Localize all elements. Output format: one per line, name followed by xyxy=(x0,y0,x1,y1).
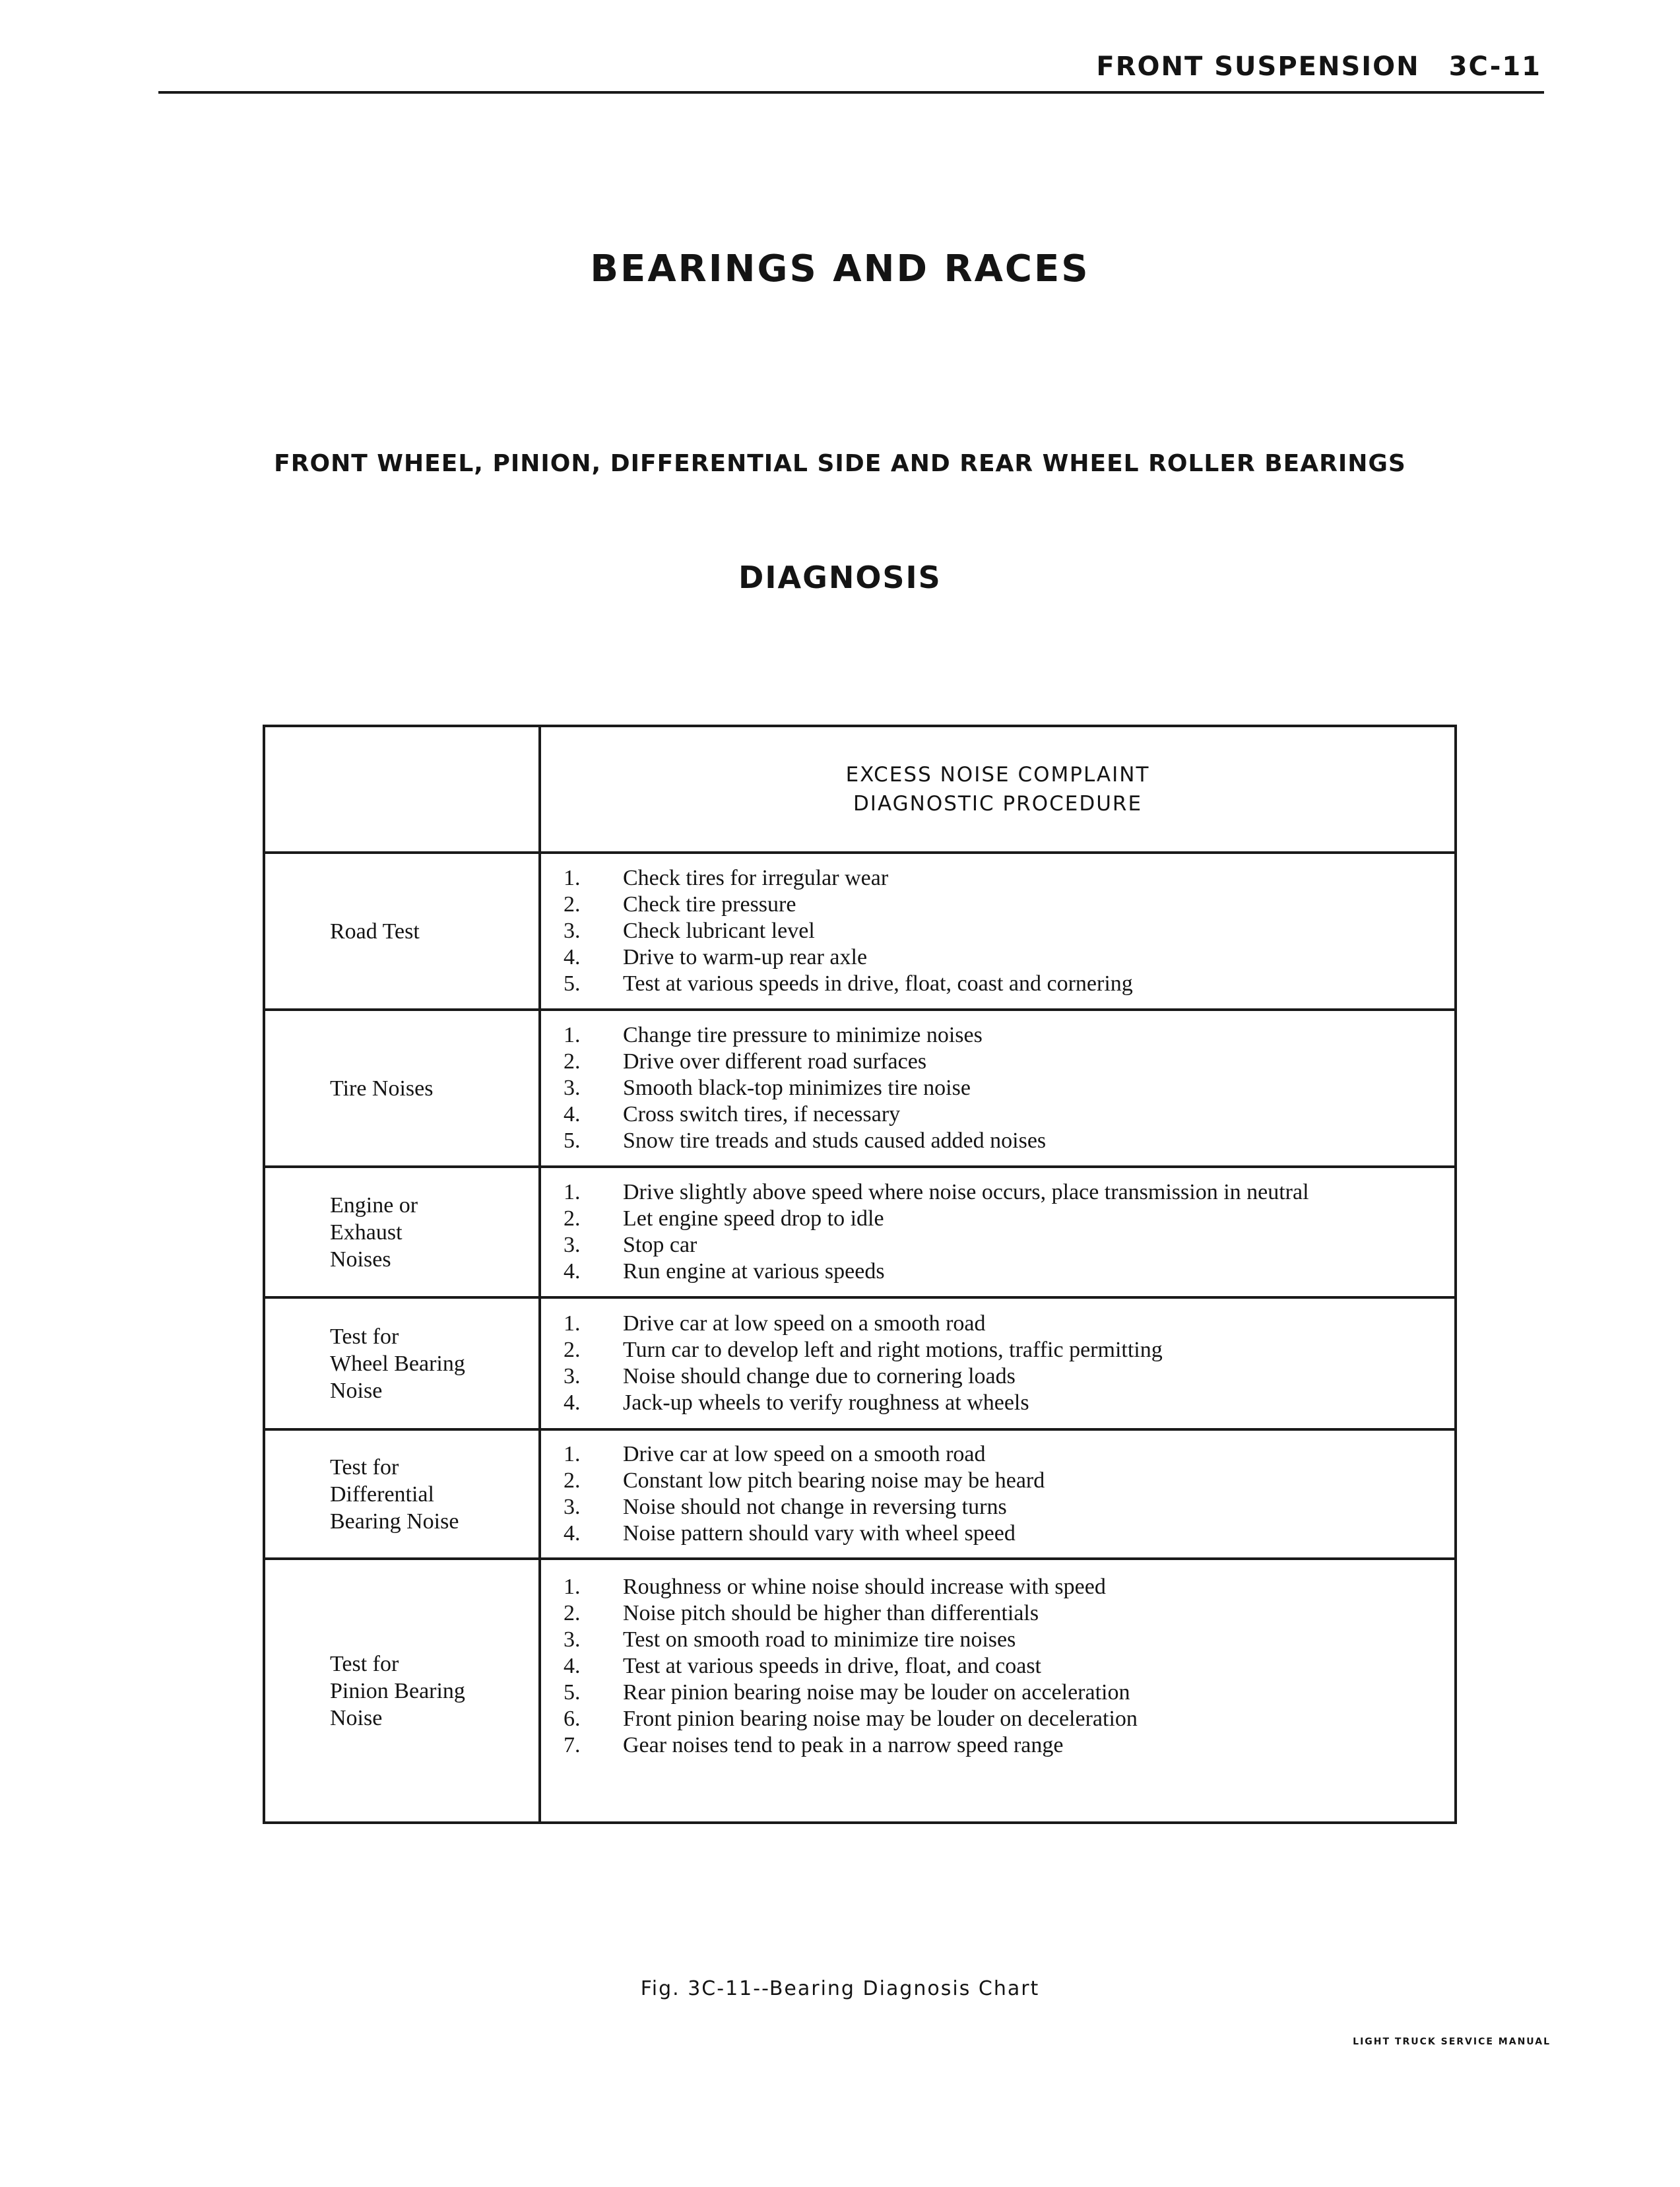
step-item xyxy=(564,1680,1454,1706)
step-item xyxy=(564,1337,1454,1363)
row-label-line: Exhaust xyxy=(330,1220,403,1245)
step-number: 3. xyxy=(564,1495,581,1519)
section-title: FRONT SUSPENSION xyxy=(1096,51,1420,82)
step-text: Drive to warm-up rear axle xyxy=(623,945,868,969)
table-row xyxy=(264,1297,1456,1429)
step-number: 5. xyxy=(564,971,581,996)
step-item xyxy=(564,944,1454,971)
table-row xyxy=(264,1167,1456,1297)
step-item xyxy=(564,1206,1454,1232)
step-number: 5. xyxy=(564,1128,581,1153)
step-number: 3. xyxy=(564,1076,581,1100)
row-label-line: Pinion Bearing xyxy=(330,1678,465,1703)
step-item xyxy=(564,1049,1454,1075)
step-text: Drive car at low speed on a smooth road xyxy=(623,1442,986,1466)
step-item xyxy=(564,892,1454,918)
step-item xyxy=(564,1311,1454,1337)
step-number: 1. xyxy=(564,866,581,890)
step-number: 3. xyxy=(564,1233,581,1257)
row-label-line: Test for xyxy=(330,1651,399,1676)
step-item xyxy=(564,1232,1454,1258)
page-number: 3C-11 xyxy=(1448,51,1541,82)
diagnosis-table xyxy=(263,725,1457,1824)
step-number: 2. xyxy=(564,892,581,917)
step-item xyxy=(564,1128,1454,1154)
row-label-line: Road Test xyxy=(330,919,420,944)
step-text: Test at various speeds in drive, float, coast and cornering xyxy=(623,971,1133,996)
row-steps xyxy=(540,1297,1456,1429)
row-label xyxy=(264,1429,540,1559)
step-item xyxy=(564,1653,1454,1680)
table-row xyxy=(264,1010,1456,1167)
page-title: BEARINGS AND RACES xyxy=(590,247,1090,290)
step-number: 1. xyxy=(564,1180,581,1204)
header-text xyxy=(1096,51,1541,82)
table-header-cell xyxy=(540,726,1456,853)
step-number: 1. xyxy=(564,1442,581,1466)
row-steps xyxy=(540,1010,1456,1167)
step-number: 4. xyxy=(564,1390,581,1415)
step-number: 4. xyxy=(564,1259,581,1284)
step-item xyxy=(564,1022,1454,1049)
row-label-line: Noises xyxy=(330,1247,391,1272)
row-label-line: Wheel Bearing xyxy=(330,1351,465,1376)
step-number: 4. xyxy=(564,1102,581,1126)
table-header-line: EXCESS NOISE COMPLAINT xyxy=(845,763,1150,787)
step-item xyxy=(564,1179,1454,1206)
page-subtitle: FRONT WHEEL, PINION, DIFFERENTIAL SIDE AND REAR WHEEL ROLLER BEARINGS xyxy=(274,450,1406,477)
step-text: Drive over different road surfaces xyxy=(623,1049,927,1074)
step-item xyxy=(564,1600,1454,1627)
step-number: 3. xyxy=(564,919,581,943)
step-number: 6. xyxy=(564,1707,581,1731)
step-number: 3. xyxy=(564,1364,581,1388)
step-item xyxy=(564,1075,1454,1101)
step-item xyxy=(564,1520,1454,1547)
step-item xyxy=(564,1390,1454,1416)
step-text: Run engine at various speeds xyxy=(623,1259,885,1284)
step-text: Cross switch tires, if necessary xyxy=(623,1102,901,1126)
step-number: 4. xyxy=(564,1521,581,1546)
step-item xyxy=(564,1627,1454,1653)
step-text: Noise should not change in reversing turns xyxy=(623,1495,1007,1519)
step-item xyxy=(564,1258,1454,1285)
step-item xyxy=(564,1468,1454,1494)
step-text: Jack-up wheels to verify roughness at wheels xyxy=(623,1390,1029,1415)
table-header-empty-cell xyxy=(264,726,540,853)
step-number: 2. xyxy=(564,1468,581,1493)
step-text: Gear noises tend to peak in a narrow speed range xyxy=(623,1733,1064,1757)
step-item xyxy=(564,918,1454,944)
row-label-line: Tire Noises xyxy=(330,1076,434,1101)
page-header xyxy=(158,50,1544,94)
step-number: 3. xyxy=(564,1627,581,1652)
step-text: Constant low pitch bearing noise may be heard xyxy=(623,1468,1045,1493)
row-steps xyxy=(540,853,1456,1010)
step-text: Front pinion bearing noise may be louder on deceleration xyxy=(623,1707,1138,1731)
step-number: 1. xyxy=(564,1311,581,1336)
step-number: 2. xyxy=(564,1206,581,1231)
row-label-line: Bearing Noise xyxy=(330,1509,459,1534)
table-header-row xyxy=(264,726,1456,853)
step-item xyxy=(564,1574,1454,1600)
step-item xyxy=(564,1706,1454,1732)
step-list xyxy=(541,865,1454,997)
row-label xyxy=(264,1297,540,1429)
step-list xyxy=(541,1179,1454,1285)
step-number: 1. xyxy=(564,1575,581,1599)
step-text: Check tires for irregular wear xyxy=(623,866,889,890)
row-label xyxy=(264,1167,540,1297)
step-text: Snow tire treads and studs caused added noises xyxy=(623,1128,1047,1153)
step-number: 7. xyxy=(564,1733,581,1757)
step-text: Let engine speed drop to idle xyxy=(623,1206,884,1231)
row-label xyxy=(264,1559,540,1823)
figure-caption: Fig. 3C-11--Bearing Diagnosis Chart xyxy=(640,1977,1040,2000)
row-label-line: Test for xyxy=(330,1324,399,1349)
row-label xyxy=(264,853,540,1010)
step-text: Drive car at low speed on a smooth road xyxy=(623,1311,986,1336)
step-list xyxy=(541,1022,1454,1154)
step-number: 2. xyxy=(564,1338,581,1362)
diagnosis-heading: DIAGNOSIS xyxy=(738,560,942,595)
step-text: Drive slightly above speed where noise occurs, place transmission in neutral xyxy=(623,1180,1309,1204)
step-item xyxy=(564,1441,1454,1468)
step-number: 2. xyxy=(564,1049,581,1074)
step-item xyxy=(564,1101,1454,1128)
row-label-line: Differential xyxy=(330,1482,434,1507)
step-text: Roughness or whine noise should increase with speed xyxy=(623,1575,1106,1599)
row-steps xyxy=(540,1167,1456,1297)
row-steps xyxy=(540,1559,1456,1823)
step-item xyxy=(564,1363,1454,1390)
row-label-line: Noise xyxy=(330,1705,383,1730)
table-row xyxy=(264,853,1456,1010)
step-list xyxy=(541,1441,1454,1547)
row-label-line: Test for xyxy=(330,1454,399,1480)
row-label-line: Engine or xyxy=(330,1192,418,1218)
step-text: Noise pitch should be higher than differentials xyxy=(623,1601,1039,1625)
row-label xyxy=(264,1010,540,1167)
table-row xyxy=(264,1559,1456,1823)
step-text: Noise pattern should vary with wheel speed xyxy=(623,1521,1016,1546)
step-text: Check tire pressure xyxy=(623,892,796,917)
step-text: Rear pinion bearing noise may be louder on acceleration xyxy=(623,1680,1130,1705)
step-text: Test on smooth road to minimize tire noises xyxy=(623,1627,1016,1652)
step-item xyxy=(564,865,1454,892)
step-number: 4. xyxy=(564,945,581,969)
step-number: 2. xyxy=(564,1601,581,1625)
step-list xyxy=(541,1311,1454,1416)
step-number: 4. xyxy=(564,1654,581,1678)
step-number: 1. xyxy=(564,1023,581,1047)
step-text: Turn car to develop left and right motions, traffic permitting xyxy=(623,1338,1163,1362)
step-item xyxy=(564,1732,1454,1759)
row-steps xyxy=(540,1429,1456,1559)
step-text: Smooth black-top minimizes tire noise xyxy=(623,1076,971,1100)
step-item xyxy=(564,971,1454,997)
step-text: Test at various speeds in drive, float, and coast xyxy=(623,1654,1041,1678)
page-footer: LIGHT TRUCK SERVICE MANUAL xyxy=(1353,2037,1551,2047)
step-number: 5. xyxy=(564,1680,581,1705)
step-text: Change tire pressure to minimize noises xyxy=(623,1023,983,1047)
step-list xyxy=(541,1570,1454,1812)
step-text: Noise should change due to cornering loads xyxy=(623,1364,1016,1388)
step-item xyxy=(564,1494,1454,1520)
step-text: Check lubricant level xyxy=(623,919,815,943)
step-text: Stop car xyxy=(623,1233,697,1257)
table-header-line: DIAGNOSTIC PROCEDURE xyxy=(853,792,1143,816)
table-row xyxy=(264,1429,1456,1559)
row-label-line: Noise xyxy=(330,1378,383,1403)
